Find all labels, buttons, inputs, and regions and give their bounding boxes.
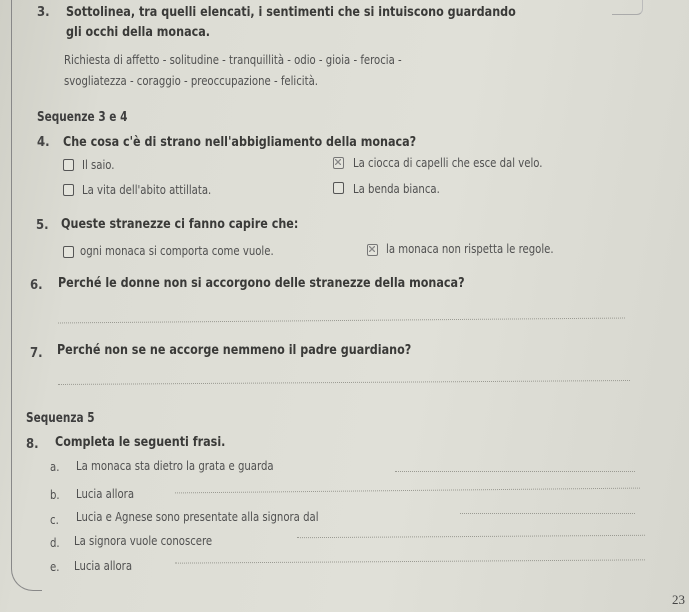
q3-text-line1: Sottolinea, tra quelli elencati, i sentimenti che si intuiscono guardando <box>66 4 516 20</box>
q5-option-1-label: ogni monaca si comporta come vuole. <box>80 243 274 258</box>
q4-number: 4. <box>37 135 50 150</box>
q5-option-2-checkbox[interactable] <box>367 244 378 256</box>
section-heading-sequenza-5: Sequenza 5 <box>26 411 95 426</box>
q4-option-4-label: La benda bianca. <box>353 181 440 196</box>
q4-option-2-checkbox[interactable] <box>333 157 344 169</box>
q8-item-b-blank[interactable] <box>175 488 640 494</box>
q5-number: 5. <box>36 218 49 233</box>
q8-item-b-text: Lucia allora <box>76 486 135 501</box>
q4-option-3-label: La vita dell'abito attillata. <box>82 182 212 197</box>
q8-item-c-letter: c. <box>50 512 59 527</box>
q8-item-a-letter: a. <box>50 459 60 474</box>
q8-item-a-text: La monaca sta dietro la grata e guarda <box>76 458 274 473</box>
q8-item-d-letter: d. <box>50 535 60 550</box>
q5-option-2-label: la monaca non rispetta le regole. <box>386 241 554 256</box>
q8-item-c-text: Lucia e Agnese sono presentate alla signora dal <box>76 509 319 524</box>
q6-number: 6. <box>30 278 43 293</box>
q3-number: 3. <box>37 5 50 20</box>
page-number: 23 <box>672 592 685 607</box>
q3-options-line2: svogliatezza - coraggio - preoccupazione - felicità. <box>64 73 319 88</box>
q4-option-4-checkbox[interactable] <box>333 182 344 194</box>
q8-item-e-blank[interactable] <box>175 559 645 563</box>
q8-item-a-blank[interactable] <box>395 471 635 472</box>
q5-option-1-checkbox[interactable] <box>63 246 74 258</box>
q8-item-d-text: La signora vuole conoscere <box>74 533 213 548</box>
q8-text: Completa le seguenti frasi. <box>55 434 226 450</box>
q4-option-3-checkbox[interactable] <box>63 184 74 196</box>
q3-text-line2: gli occhi della monaca. <box>66 24 211 40</box>
q5-text: Queste stranezze ci fanno capire che: <box>61 216 299 232</box>
q7-answer-line[interactable] <box>58 380 630 385</box>
section-heading-sequenze-3-4: Sequenze 3 e 4 <box>37 110 128 125</box>
q8-item-d-blank[interactable] <box>297 535 645 538</box>
q7-number: 7. <box>30 346 43 361</box>
q4-option-1-checkbox[interactable] <box>63 159 74 171</box>
q3-options-line1: Richiesta di affetto - solitudine - tranquillità - odio - gioia - ferocia - <box>64 52 402 67</box>
q6-text: Perché le donne non si accorgono delle stranezze della monaca? <box>58 275 465 291</box>
q8-item-b-letter: b. <box>50 487 60 502</box>
q4-text: Che cosa c'è di strano nell'abbigliamento della monaca? <box>63 134 417 150</box>
q8-item-e-text: Lucia allora <box>74 558 133 573</box>
q6-answer-line[interactable] <box>58 318 625 324</box>
q4-option-1-label: Il saio. <box>82 157 115 172</box>
page-frame-border <box>11 0 42 591</box>
q8-item-c-blank[interactable] <box>460 513 635 514</box>
q8-number: 8. <box>26 437 39 452</box>
page-corner <box>612 0 643 15</box>
q7-text: Perché non se ne accorge nemmeno il padre guardiano? <box>57 342 412 358</box>
q8-item-e-letter: e. <box>50 559 60 574</box>
q4-option-2-label: La ciocca di capelli che esce dal velo. <box>353 155 543 170</box>
